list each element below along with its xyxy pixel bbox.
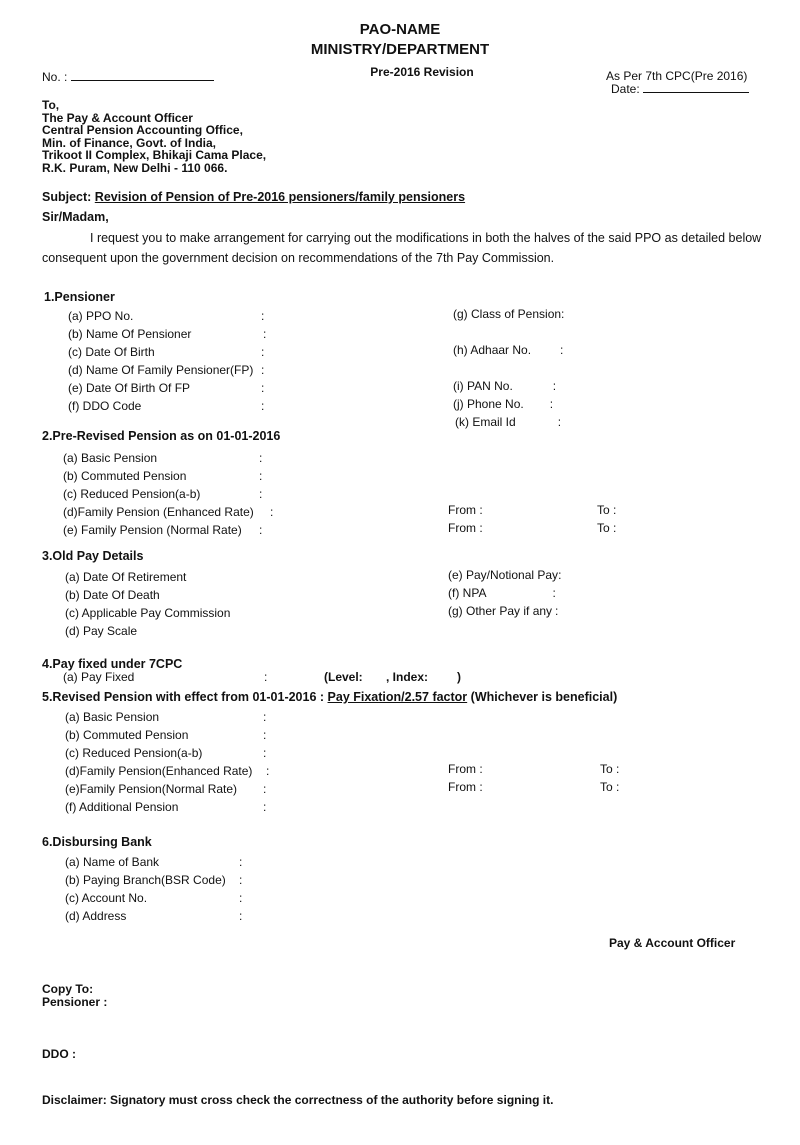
colon: : (263, 782, 267, 796)
section-2-title: 2.Pre-Revised Pension as on 01-01-2016 (42, 429, 281, 443)
index-label: , Index: (386, 670, 429, 684)
subject-label: Subject: (42, 190, 92, 204)
field-basic-pension: (a) Basic Pension (63, 451, 158, 465)
field-date-of-retirement: (a) Date Of Retirement (65, 570, 187, 584)
field-ppo-no: (a) PPO No. (68, 309, 134, 323)
pensioner-copy-label: Pensioner : (42, 995, 108, 1009)
field-date-of-birth-fp: (e) Date Of Birth Of FP (68, 381, 191, 395)
address-to: To, (42, 98, 60, 112)
close-paren: ) (457, 670, 461, 684)
field-family-pension-enhanced: (d)Family Pension(Enhanced Rate) (65, 764, 253, 778)
field-name-of-pensioner: (b) Name Of Pensioner (68, 327, 192, 341)
section-1-colons (261, 307, 266, 415)
colon: : (261, 399, 265, 413)
field-ddo-code: (f) DDO Code (68, 399, 142, 413)
section-6-left (65, 853, 226, 925)
field-pan-no (453, 379, 556, 393)
colon: : (259, 487, 263, 501)
section-5-title (42, 690, 617, 704)
field-label: (h) Adhaar No. (453, 343, 532, 357)
ddo-copy-label: DDO : (42, 1047, 76, 1061)
section-5-title-b: Pay Fixation/2.57 factor (327, 690, 468, 704)
subject-line (42, 190, 465, 204)
section-3-left (65, 568, 230, 640)
colon: : (261, 381, 265, 395)
field-label: (g) Class of Pension (453, 307, 562, 321)
field-email-id (455, 415, 561, 429)
level-label: (Level: (324, 670, 363, 684)
colon: : (239, 891, 243, 905)
ministry-title: MINISTRY/DEPARTMENT (310, 41, 490, 58)
field-adhaar-no (453, 343, 563, 357)
field-label: (k) Email Id (455, 415, 516, 429)
section-5-title-a: 5.Revised Pension with effect from 01-01-2016 : (42, 690, 325, 704)
colon: : (239, 873, 243, 887)
section-1-left (68, 307, 253, 415)
from-label: From : (448, 521, 483, 535)
to-label: To : (597, 521, 617, 535)
address-line: The Pay & Account Officer (42, 110, 193, 125)
colon: : (259, 523, 263, 537)
section-5-title-c: (Whichever is beneficial) (470, 690, 618, 704)
section-5-colons (263, 708, 269, 816)
section-3-title: 3.Old Pay Details (42, 549, 144, 563)
field-npa (448, 586, 556, 600)
colon: : (560, 343, 564, 357)
colon: : (261, 345, 265, 359)
from-label: From : (448, 503, 483, 517)
colon: : (558, 568, 562, 582)
field-family-pension-enhanced: (d)Family Pension (Enhanced Rate) (63, 505, 254, 519)
section-4-title: 4.Pay fixed under 7CPC (42, 657, 183, 671)
colon: : (259, 451, 263, 465)
section-1-title: 1.Pensioner (44, 290, 115, 304)
colon: : (552, 586, 556, 600)
revision-label: Pre-2016 Revision (370, 65, 474, 79)
field-reduced-pension: (c) Reduced Pension(a-b) (63, 487, 201, 501)
field-basic-pension: (a) Basic Pension (65, 710, 160, 724)
from-label: From : (448, 780, 483, 794)
number-label: No. : (42, 70, 68, 84)
colon: : (263, 710, 267, 724)
address-line: Trikoot II Complex, Bhikaji Cama Place, (42, 148, 267, 162)
colon: : (549, 397, 554, 411)
date-blank-line (643, 92, 749, 93)
subject-text: Revision of Pension of Pre-2016 pensioners/family pensioners (94, 190, 466, 204)
to-label: To : (600, 780, 620, 794)
field-account-no: (c) Account No. (65, 891, 148, 905)
field-commuted-pension: (b) Commuted Pension (65, 728, 189, 742)
number-blank-line (71, 80, 214, 81)
section-6-title: 6.Disbursing Bank (42, 835, 152, 849)
field-label: (g) Other Pay if any (448, 604, 553, 618)
field-date-of-death: (b) Date Of Death (65, 588, 160, 602)
field-name-of-family-pensioner: (d) Name Of Family Pensioner(FP) (68, 363, 254, 377)
field-phone-no (453, 397, 553, 411)
field-other-pay (448, 604, 558, 618)
field-label: (f) NPA (448, 586, 487, 600)
field-pay-notional (448, 568, 561, 582)
signatory-label: Pay & Account Officer (609, 936, 736, 950)
date-field (611, 82, 749, 96)
field-date-of-birth: (c) Date Of Birth (68, 345, 155, 359)
colon: : (270, 505, 274, 519)
field-pay-scale: (d) Pay Scale (65, 624, 138, 638)
field-applicable-pay-commission: (c) Applicable Pay Commission (65, 606, 231, 620)
colon: : (263, 728, 267, 742)
field-pay-fixed: (a) Pay Fixed (63, 670, 135, 684)
colon: : (266, 764, 270, 778)
field-label: (e) Pay/Notional Pay (448, 568, 559, 582)
address-line: Min. of Finance, Govt. of India, (42, 135, 216, 150)
colon: : (239, 909, 243, 923)
copy-to-label: Copy To: (42, 982, 94, 996)
address-line: Central Pension Accounting Office, (42, 123, 243, 137)
date-label: Date: (611, 82, 640, 96)
field-additional-pension: (f) Additional Pension (65, 800, 179, 814)
number-field (42, 70, 214, 84)
colon: : (557, 415, 562, 429)
colon: : (263, 327, 267, 341)
field-label: (i) PAN No. (453, 379, 513, 393)
section-5-left (65, 708, 252, 816)
colon: : (264, 670, 268, 684)
colon: : (259, 469, 263, 483)
salutation: Sir/Madam, (42, 210, 109, 224)
colon: : (555, 604, 559, 618)
to-label: To : (600, 762, 620, 776)
section-6-colons (239, 853, 242, 925)
address-line: R.K. Puram, New Delhi - 110 066. (42, 160, 228, 175)
from-label: From : (448, 762, 483, 776)
body-line-2: consequent upon the government decision on recommendations of the 7th Pay Commission. (42, 251, 555, 265)
colon: : (263, 800, 267, 814)
field-address: (d) Address (65, 909, 127, 923)
colon: : (552, 379, 557, 393)
address-block (42, 99, 266, 174)
body-line-1: I request you to make arrangement for carrying out the modifications in both the halves of the said PPO as detailed below (90, 231, 762, 245)
field-family-pension-normal: (e)Family Pension(Normal Rate) (65, 782, 238, 796)
colon: : (263, 746, 267, 760)
field-class-of-pension (453, 307, 564, 321)
colon: : (261, 363, 265, 377)
field-family-pension-normal: (e) Family Pension (Normal Rate) (63, 523, 242, 537)
field-reduced-pension: (c) Reduced Pension(a-b) (65, 746, 203, 760)
pao-name-title: PAO-NAME (359, 21, 441, 38)
section-2-left (63, 449, 254, 539)
colon: : (261, 309, 265, 323)
disclaimer-text: Disclaimer: Signatory must cross check the correctness of the authority before signing it. (42, 1093, 554, 1107)
cpc-label: As Per 7th CPC(Pre 2016) (606, 69, 748, 83)
section-2-colons (259, 449, 273, 539)
field-paying-branch: (b) Paying Branch(BSR Code) (65, 873, 226, 887)
field-label: (j) Phone No. (453, 397, 524, 411)
to-label: To : (597, 503, 617, 517)
colon: : (561, 307, 565, 321)
colon: : (239, 855, 243, 869)
field-name-of-bank: (a) Name of Bank (65, 855, 160, 869)
field-commuted-pension: (b) Commuted Pension (63, 469, 187, 483)
